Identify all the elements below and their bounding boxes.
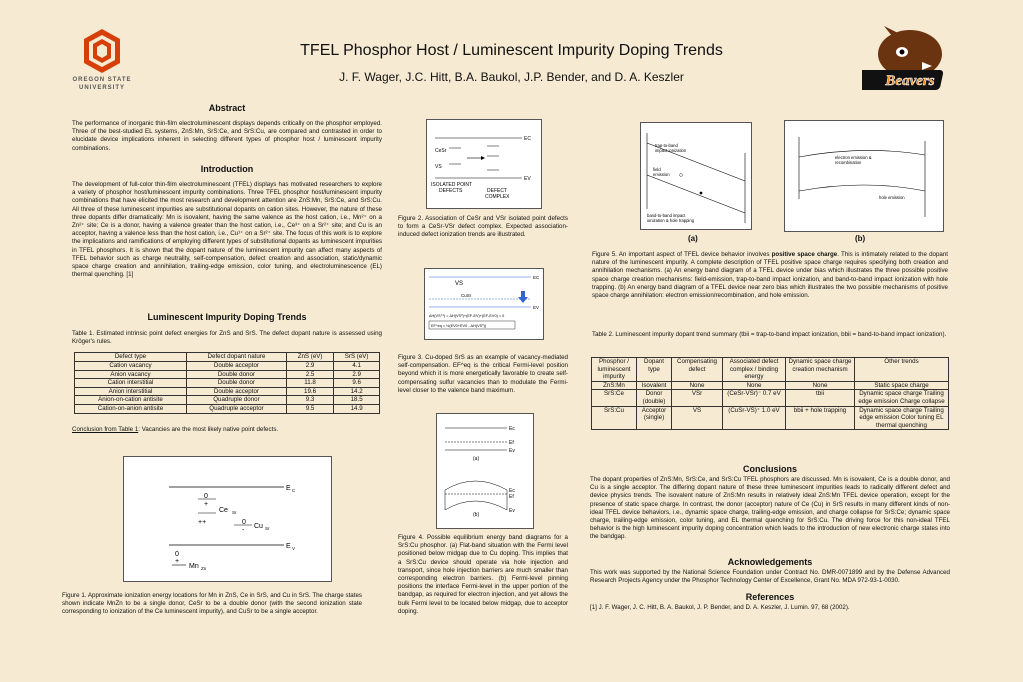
figure-1 xyxy=(123,456,332,582)
fig2-defect: DEFECT xyxy=(487,188,507,194)
cell: 4.1 xyxy=(334,362,380,371)
fig1-ec: E xyxy=(286,485,291,492)
fig3-ec: EC xyxy=(533,275,540,280)
fig1-ce: Ce xyxy=(219,507,228,514)
table-row xyxy=(592,406,949,430)
fig4-a: (a) xyxy=(473,456,480,462)
table2-col-5: Other trends xyxy=(855,358,949,382)
conclusion-label: Conclusion from Table 1 xyxy=(72,425,139,433)
fig5-label-a: (a) xyxy=(688,234,698,243)
cell: 2.5 xyxy=(286,370,333,379)
cell: Cation-on-anion antisite xyxy=(75,404,187,413)
ack-heading: Acknowledgements xyxy=(727,557,813,567)
doping-heading: Luminescent Impurity Doping Trends xyxy=(147,312,307,322)
table-row xyxy=(75,370,380,379)
fig4-b: (b) xyxy=(473,512,480,518)
fig5a-ih: ionization & hole trapping xyxy=(647,218,695,223)
cell: Anion vacancy xyxy=(75,370,187,379)
fig2-vs: VS xyxy=(435,164,442,170)
fig5a-ttb: trap-to-band xyxy=(655,143,678,148)
osu-line2: UNIVERSITY xyxy=(78,85,125,91)
cell: tbii xyxy=(786,390,855,406)
abstract-heading: Abstract xyxy=(208,103,246,113)
table2-col-4: Dynamic space charge creation mechanism xyxy=(786,358,855,382)
fig5-caption-bold: positive space charge xyxy=(771,251,838,258)
poster-authors: J. F. Wager, J.C. Hitt, B.A. Baukol, J.P. Bender, and D. A. Keszler xyxy=(339,70,684,84)
cell: Dynamic space charge Trailing edge emission Charge collapse xyxy=(855,390,949,406)
cell: None xyxy=(672,381,723,390)
figure-4 xyxy=(436,413,534,529)
cell: Static space charge xyxy=(855,381,949,390)
table2-col-1: Dopant type xyxy=(637,358,672,382)
cell: 9.6 xyxy=(334,379,380,388)
table2-header-row xyxy=(592,358,949,382)
fig1-mn: Mn xyxy=(189,563,199,570)
refs-heading: References xyxy=(745,592,795,602)
introduction-text: The development of full-color thin-film electroluminescent (TFEL) displays has motivated researchers to explore a variety of phosphor host/luminescent impurity combinations. Three TFEL phosphor host/luminescent impurity combinations that have elicited the most research and development attention are ZnS:Mn, SrS:Ce, and SrS:Cu. All three of these luminescent impurities are substitutional dopants on cation sites. However, the nature of these three dopants differ dramatically: Mn is isovalent, having the same valence as the host cation, i.e., Mn²⁺ on a Zn²⁺ site; Ce is a donor, having a valence greater than the host cation, i.e., Ce³⁺ on a Sr²⁺ site; and Cu is an acceptor, having a valence less than the host cation, i.e., Cu¹⁺ on a Sr²⁺ site. The focus of this work is to explore the implications and ramifications of employing different types of substitutional dopants as luminescent impurities in TFEL phosphors. It is shown that the dopant nature of the luminescent impurity can affect many aspects of TFEL behavior such as charge neutrality, self-compensation, defect creation and association, static/dynamic space charge creation and annihilation, trailing-edge emission, color tuning, and electroluminescence (EL) thermal quenching. [1] xyxy=(72,181,382,279)
osu-line1: OREGON STATE xyxy=(72,77,132,83)
fig1-pp: ++ xyxy=(198,519,207,526)
table-row xyxy=(592,381,949,390)
ack-section xyxy=(590,557,950,585)
cell: Dynamic space charge Trailing edge emission Color tuning EL thermal quenching xyxy=(855,406,949,430)
fig1-plus1: + xyxy=(204,501,209,508)
fig1-cu-sub: Sr xyxy=(265,526,270,531)
fig5b-rc: recombination xyxy=(835,160,862,165)
table1-conclusion xyxy=(72,426,382,434)
table1-col-0: Defect type xyxy=(75,353,187,362)
fig4-ec2: Ec xyxy=(509,488,515,494)
fig2-complex: COMPLEX xyxy=(485,194,510,200)
fig5b-he: hole emission xyxy=(879,195,905,200)
cell: 11.8 xyxy=(286,379,333,388)
fig5b-ee: electron emission & xyxy=(835,155,872,160)
fig5a-ii: impact ionization xyxy=(655,148,687,153)
fig2-ec: EC xyxy=(524,136,531,142)
introduction-heading: Introduction xyxy=(200,164,254,174)
fig1-plus3: + xyxy=(175,558,180,565)
cell: Double donor xyxy=(186,370,286,379)
fig4-caption: Figure 4. Possible equilibrium energy band diagrams for a SrS:Cu phosphor. (a) Flat-band situation with the Fermi level positioned below midgap due to Cu doping. This implies that a SrS:Cu device should operate via hole injection and transport, since hole injection barriers are much smaller than corresponding electron barriers. (b) Fermi-level pinning positions the interface Fermi-level in the upper portion of the bandgap, as required for electron injection, and yet allows the bulk Fermi level to be located below midgap, due to acceptor doping. xyxy=(398,534,568,615)
fig4-ev2: Ev xyxy=(509,508,515,514)
cell: 14.2 xyxy=(334,387,380,396)
table1-col-1: Defect dopant nature xyxy=(186,353,286,362)
figure-5a xyxy=(640,122,752,230)
cell: bbii + hole trapping xyxy=(786,406,855,430)
fig4-ev: Ev xyxy=(509,448,515,454)
fig1-ev-sub: V xyxy=(292,546,296,551)
fig2-caption: Figure 2. Association of CeSr and VSr isolated point defects to form a CeSr-VSr defect complex. Expected association-induced defect ionization trends are illustrated. xyxy=(398,215,568,239)
cell: (CuSr-VS)⁺ 1.0 eV xyxy=(723,406,786,430)
fig4-ef2: Ef xyxy=(509,494,514,500)
conclusions-heading: Conclusions xyxy=(742,464,797,474)
fig1-zero3: 0 xyxy=(175,551,179,558)
fig5a-em: emission xyxy=(653,172,670,177)
fig2-isolated: ISOLATED POINT xyxy=(431,182,473,188)
table-row xyxy=(75,362,380,371)
fig1-cu: Cu xyxy=(254,523,263,530)
conclusions-text: The dopant properties of ZnS:Mn, SrS:Ce, and SrS:Cu TFEL phosphors are discussed. Mn is isovalent, Ce is a double donor, and Cu is a single acceptor. The differing dopant nature of these three luminescent impurities leads to radically different defect and device physics trends. The isovalent nature of ZnS:Mn results in relatively ideal ZnS:Mn TFEL device operation, except for the presence of static space charge. In contrast, the donor (acceptor) nature of Ce (Cu) in SrS results in many different kinds of non-ideal TFEL device behaviors, i.e., dynamic space charge, trailing-edge emission, and charge collapse for SrS:Ce; dynamic space charge, trailing-edge emission, color tuning, and EL thermal quenching for SrS:Cu. The driving force for this non-ideal TFEL behavior is the high luminescent impurity doping concentration which leads to the introduction of new electronic charge states into the bandgap. xyxy=(590,476,950,541)
fig5a-fe: field xyxy=(653,167,661,172)
fig1-caption: Figure 1. Approximate ionization energy locations for Mn in ZnS, Ce in SrS, and Cu in SrS. The charge states shown indicate MnZn to be a single donor, CeSr to be a double donor (with the second ionization state corresponding to ionization of the Ce luminescent impurity), and CuSr to be a single acceptor. xyxy=(62,592,362,616)
table2-caption: Table 2. Luminescent impurity dopant trend summary (tbii = trap-to-band impact ionization, bbii = band-to-band impact ionization). xyxy=(592,331,947,338)
table-row xyxy=(75,387,380,396)
fig1-minus: - xyxy=(242,527,245,534)
cell: Cation vacancy xyxy=(75,362,187,371)
fig5-label-b: (b) xyxy=(855,234,866,243)
cell: None xyxy=(723,381,786,390)
fig4-ef: Ef xyxy=(509,440,514,446)
cell: Double acceptor xyxy=(186,387,286,396)
cell: 2.9 xyxy=(286,362,333,371)
cell: Cation interstitial xyxy=(75,379,187,388)
figure-2 xyxy=(426,119,542,209)
cell: (CeSr-VSr)⁻ 0.7 eV xyxy=(723,390,786,406)
beavers-text: Beavers xyxy=(885,73,935,89)
cell: None xyxy=(786,381,855,390)
table2-col-0: Phosphor / luminescent impurity xyxy=(592,358,637,382)
fig2-ev: EV xyxy=(524,176,531,182)
fig1-mn-sub: Zn xyxy=(201,566,207,571)
conclusion-text: : Vacancies are the most likely native point defects. xyxy=(138,425,279,433)
fig3-vs: VS xyxy=(455,281,464,287)
table-row xyxy=(75,404,380,413)
cell: 19.6 xyxy=(286,387,333,396)
fig1-ev: E xyxy=(286,543,291,550)
cell: VSr xyxy=(672,390,723,406)
table-row xyxy=(75,396,380,405)
introduction-section xyxy=(72,164,382,279)
fig3-ev: EV xyxy=(533,305,540,310)
abstract-section xyxy=(72,103,382,153)
cell: 18.5 xyxy=(334,396,380,405)
fig2-defects: DEFECTS xyxy=(439,188,463,194)
cell: Double acceptor xyxy=(186,362,286,371)
cell: 14.9 xyxy=(334,404,380,413)
figure-3 xyxy=(424,268,544,340)
refs-section xyxy=(590,592,950,612)
cell: 9.5 xyxy=(286,404,333,413)
table1-col-3: SrS (eV) xyxy=(334,353,380,362)
fig5-caption-pre: Figure 5. An important aspect of TFEL device behavior involves xyxy=(592,251,772,258)
cell: Acceptor (single) xyxy=(637,406,672,430)
cell: Anion-on-cation antisite xyxy=(75,396,187,405)
table-row xyxy=(75,379,380,388)
fig1-zero1: 0 xyxy=(204,493,208,500)
cell: Donor (double) xyxy=(637,390,672,406)
table2-col-3: Associated defect complex / binding energy xyxy=(723,358,786,382)
cell: SrS:Cu xyxy=(592,406,637,430)
doping-section xyxy=(72,312,382,434)
fig3-caption: Figure 3. Cu-doped SrS as an example of vacancy-mediated self-compensation. EF^eq is the critical Fermi-level position beyond which it is more energetically favorable to create self-compensating sulfur vacancies than to modulate the Fermi-level closer to the valence band maximum. xyxy=(398,354,568,394)
fig4-ec: Ec xyxy=(509,426,515,432)
refs-text: [1] J. F. Wager, J. C. Hitt, B. A. Baukol, J. P. Bender, and D. A. Keszler, J. Lumin. 97, 68 (2002). xyxy=(590,604,850,611)
cell: 9.3 xyxy=(286,396,333,405)
fig3-eq2: EF^eq = ½(EV0+EV0 - ΔH(VS⁰)) xyxy=(431,324,487,328)
table1-col-2: ZnS (eV) xyxy=(286,353,333,362)
table-row xyxy=(592,390,949,406)
cell: VS xyxy=(672,406,723,430)
cell: Quadruple acceptor xyxy=(186,404,286,413)
table2-col-2: Compensating defect xyxy=(672,358,723,382)
fig3-cu: CuSr xyxy=(461,293,472,298)
cell: SrS:Ce xyxy=(592,390,637,406)
fig1-ce-sub: Sr xyxy=(232,510,237,515)
fig1-ec-sub: C xyxy=(292,488,296,493)
fig5-caption xyxy=(592,251,948,300)
cell: Double donor xyxy=(186,379,286,388)
cell: ZnS:Mn xyxy=(592,381,637,390)
table1-header-row xyxy=(75,353,380,362)
fig1-zero2: 0 xyxy=(242,519,246,526)
cell: Isovalent xyxy=(637,381,672,390)
table2 xyxy=(591,357,949,430)
conclusions-section xyxy=(590,464,950,542)
figure-5b xyxy=(784,120,944,232)
cell: Quadruple donor xyxy=(186,396,286,405)
ack-text: This work was supported by the National Science Foundation under Contract No. DMR-0071899 and by the Defense Advanced Research Projects Agency under the Phosphor Technology Center of Excellence, Grant No. MDA 972-93-1-0030. xyxy=(590,569,950,585)
table1 xyxy=(74,352,380,413)
fig5a-bb: band-to-band impact xyxy=(647,213,686,218)
cell: 2.9 xyxy=(334,370,380,379)
fig3-eq1: ΔH(VS⁺²) = ΔH(VS⁰)+(EF-EV)+(EF-EV0) = 0 xyxy=(429,314,505,318)
abstract-text: The performance of inorganic thin-film electroluminescent displays depends critically on the phosphor employed. Three of the best-studied EL systems, ZnS:Mn, SrS:Ce, and SrS:Cu, are compared and contrasted in order to elucidate device implications inherent in selecting different types of phosphor host / luminescent impurity combinations. xyxy=(72,120,382,152)
table1-caption: Table 1. Estimated intrinsic point defect energies for ZnS and SrS. The defect dopant nature is assessed using Kröger's rules. xyxy=(72,330,382,346)
poster-title: TFEL Phosphor Host / Luminescent Impurity Doping Trends xyxy=(300,42,723,59)
fig5-caption-post: . This is intimately related to the dopant nature of the luminescent impurity. A complete description of TFEL positive space charge requires specifying both creation and annihilation mechanisms. (a) An energy band diagram of a TFEL device under bias which illustrates the three possible positive space charge creation mechanisms: field-emission, trap-to-band impact ionization, and band-to-band impact ionization with hole trapping. (b) An energy band diagram of a TFEL device near zero bias which illustrates the two possible mechanisms of positive space charge annihilation: electron emission/recombination, and hole emission. xyxy=(592,251,948,300)
fig2-ce: CeSr xyxy=(435,148,447,154)
cell: Anion interstitial xyxy=(75,387,187,396)
